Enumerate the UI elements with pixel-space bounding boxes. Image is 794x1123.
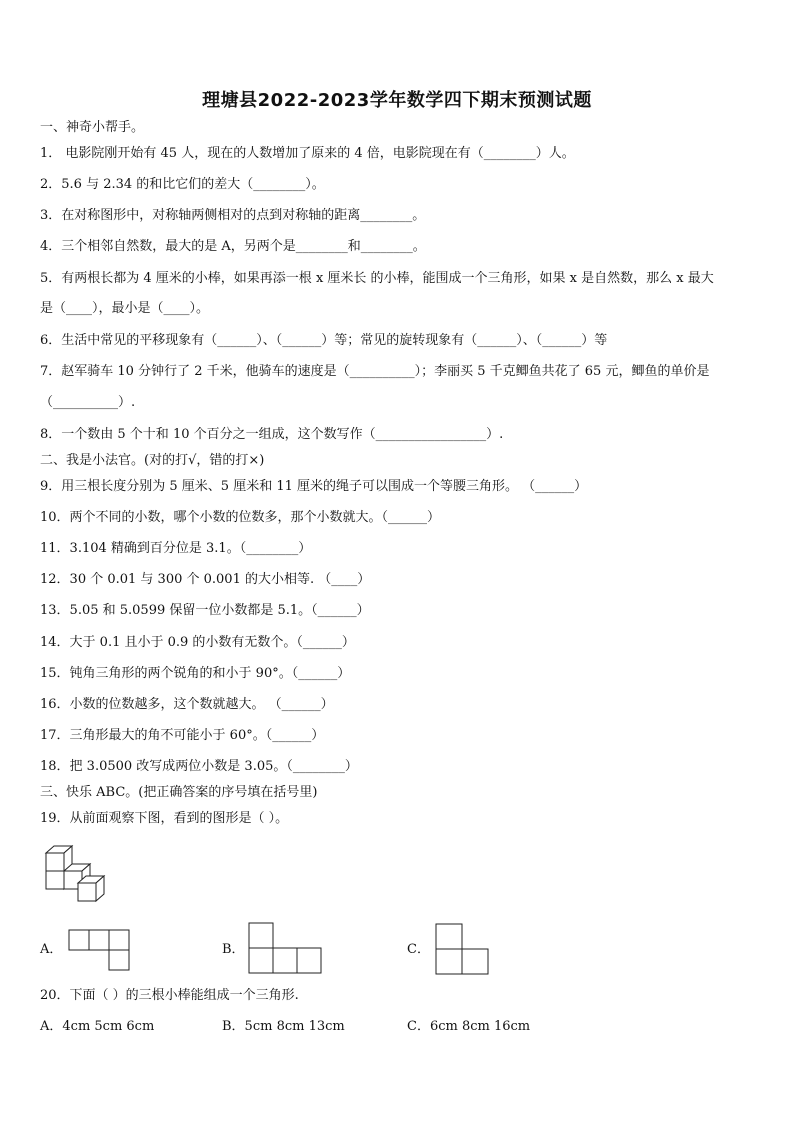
question-3: 3．在对称图形中，对称轴两侧相对的点到对称轴的距离________。 (40, 208, 426, 223)
q19-option-c-label: C． (407, 942, 430, 957)
question-7-line-1: 7．赵军骑车 10 分钟行了 2 千米，他骑车的速度是（__________）；李丽买 5 千克鲫鱼共花了 65 元，鲫鱼的单价是 (40, 364, 710, 379)
question-6: 6．生活中常见的平移现象有（______）、（______）等；常见的旋转现象有（______）、（______）等 (40, 333, 608, 348)
q19-option-b-label: B． (222, 942, 245, 957)
question-7-line-2: （__________）. (40, 395, 136, 410)
question-15: 15．钝角三角形的两个锐角的和小于 90°。（______） (40, 666, 351, 681)
question-13: 13．5.05 和 5.0599 保留一位小数都是 5.1。（______） (40, 603, 370, 618)
question-17: 17．三角形最大的角不可能小于 60°。（______） (40, 728, 325, 743)
q20-option-a: A．4cm 5cm 6cm (40, 1019, 155, 1034)
question-16: 16．小数的位数越多，这个数就越大。 （______） (40, 697, 334, 712)
question-20: 20．下面（ ）的三根小棒能组成一个三角形. (40, 988, 299, 1003)
page-title: 理塘县2022-2023学年数学四下期末预测试题 (202, 90, 592, 111)
question-5-line-2: 是（____），最小是（____）。 (40, 301, 210, 316)
q20-option-b: B．5cm 8cm 13cm (222, 1019, 345, 1034)
question-9: 9．用三根长度分别为 5 厘米、5 厘米和 11 厘米的绳子可以围成一个等腰三角形。 （______） (40, 479, 588, 494)
question-12: 12．30 个 0.01 与 300 个 0.001 的大小相等. （____） (40, 572, 371, 587)
question-18: 18．把 3.0500 改写成两位小数是 3.05。（________） (40, 759, 358, 774)
section-heading-3: 三、快乐 ABC。(把正确答案的序号填在括号里) (40, 785, 318, 800)
question-4: 4．三个相邻自然数，最大的是 A，另两个是________和________。 (40, 239, 426, 254)
q19-option-a-figure (68, 929, 132, 973)
question-5-line-1: 5．有两根长都为 4 厘米的小棒，如果再添一根 x 厘米长 的小棒，能围成一个三角形，如果 x 是自然数，那么 x 最大 (40, 271, 714, 286)
q20-option-c: C．6cm 8cm 16cm (407, 1019, 531, 1034)
question-2: 2．5.6 与 2.34 的和比它们的差大（________）。 (40, 177, 325, 192)
question-11: 11．3.104 精确到百分位是 3.1。（________） (40, 541, 312, 556)
q19-option-a-label: A． (40, 942, 63, 957)
section-heading-1: 一、神奇小帮手。 (40, 120, 145, 135)
question-19: 19．从前面观察下图，看到的图形是（ ）。 (40, 811, 289, 826)
q19-option-c-figure (435, 923, 489, 975)
question-8: 8．一个数由 5 个十和 10 个百分之一组成，这个数写作（_________________）. (40, 427, 504, 442)
question-1: 1． 电影院刚开始有 45 人，现在的人数增加了原来的 4 倍，电影院现在有（________）人。 (40, 146, 575, 161)
question-10: 10．两个不同的小数，哪个小数的位数多，那个小数就大。（______） (40, 510, 441, 525)
question-14: 14．大于 0.1 且小于 0.9 的小数有无数个。（______） (40, 635, 355, 650)
section-heading-2: 二、我是小法官。(对的打√，错的打×) (40, 453, 265, 468)
cube-stack-figure (40, 845, 120, 907)
q19-option-b-figure (248, 922, 322, 974)
